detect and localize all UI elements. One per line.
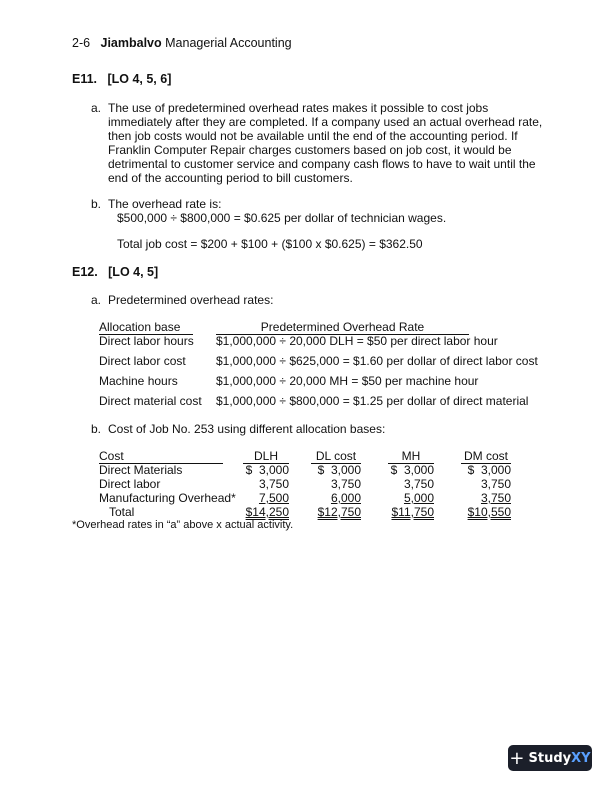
page-header — [72, 36, 292, 50]
cost-cell: $11,750 — [391, 505, 434, 519]
part-marker: a. — [91, 293, 102, 307]
learning-objectives: [LO 4, 5, 6] — [107, 72, 172, 86]
cost-cell: $10,550 — [467, 505, 511, 519]
cost-cell: $12,750 — [317, 505, 361, 519]
page-number: 2-6 — [72, 36, 91, 50]
column-header-mh: MH — [388, 449, 434, 464]
brand-name: Study — [528, 750, 572, 766]
exercise-number: E12. — [72, 265, 98, 279]
rate-row-value: $1,000,000 ÷ $625,000 = $1.60 per dollar of direct labor cost — [216, 354, 538, 368]
learning-objectives: [LO 4, 5] — [108, 265, 159, 279]
part-marker: b. — [91, 197, 102, 211]
column-header-rate: Predetermined Overhead Rate — [216, 320, 469, 335]
cost-cell: $ 3,000 — [390, 463, 434, 477]
cost-cell: 5,000 — [403, 491, 434, 505]
rate-row-base: Machine hours — [99, 374, 178, 388]
exercise-e11-heading — [72, 72, 171, 86]
studyxy-badge[interactable] — [508, 745, 592, 771]
cost-row-label: Direct Materials — [99, 463, 183, 477]
column-header-dlh: DLH — [243, 449, 289, 464]
cost-row-label: Total — [109, 505, 135, 519]
overhead-rate-calc: $500,000 ÷ $800,000 = $0.625 per dollar of technician wages. — [117, 211, 447, 225]
author-name: Jiambalvo — [100, 36, 162, 50]
rate-row-value: $1,000,000 ÷ $800,000 = $1.25 per dollar of direct material — [216, 394, 529, 408]
part-marker: a. — [91, 101, 102, 115]
column-header-cost: Cost — [99, 449, 223, 464]
e12-a-text: Predetermined overhead rates: — [108, 293, 274, 307]
column-header-dm-cost: DM cost — [461, 449, 511, 464]
part-marker: b. — [91, 422, 102, 436]
cost-row-label: Manufacturing Overhead* — [99, 491, 236, 505]
rate-row-base: Direct labor hours — [99, 334, 194, 348]
cost-cell: 3,750 — [258, 477, 289, 491]
book-title: Managerial Accounting — [165, 36, 292, 50]
cost-cell: 3,750 — [403, 477, 434, 491]
rate-row-value: $1,000,000 ÷ 20,000 MH = $50 per machine hour — [216, 374, 479, 388]
plus-icon: + — [509, 747, 525, 769]
cost-cell: 3,750 — [480, 491, 511, 505]
e12-b-text: Cost of Job No. 253 using different allocation bases: — [108, 422, 386, 436]
cost-cell: $ 3,000 — [317, 463, 361, 477]
exercise-e12-heading — [72, 265, 158, 279]
brand-accent: XY — [571, 750, 591, 766]
e11-a-text: The use of predetermined overhead rates makes it possible to cost jobs immediately after they are completed. If a company used an actual overhead rate, then job costs would not be available until the end of the accounting period. If Franklin Computer Repair charges customers based on job cost, it would be detrimental to customer service and company cash flows to have to wait until the end of the accounting period to bill customers. — [108, 101, 543, 185]
cost-row-label: Direct labor — [99, 477, 161, 491]
cost-cell: $ 3,000 — [467, 463, 511, 477]
e11-b-text: The overhead rate is: — [108, 197, 222, 211]
cost-cell: 3,750 — [330, 477, 361, 491]
rate-row-base: Direct labor cost — [99, 354, 186, 368]
cost-cell: $ 3,000 — [245, 463, 289, 477]
footnote: *Overhead rates in “a” above x actual activity. — [72, 519, 294, 531]
rate-row-value: $1,000,000 ÷ 20,000 DLH = $50 per direct labor hour — [216, 334, 498, 348]
cost-cell: 7,500 — [258, 491, 289, 505]
column-header-base: Allocation base — [99, 320, 193, 335]
cost-cell: 3,750 — [480, 477, 511, 491]
column-header-dl-cost: DL cost — [311, 449, 361, 464]
total-job-cost: Total job cost = $200 + $100 + ($100 x $0.625) = $362.50 — [117, 237, 423, 251]
cost-cell: 6,000 — [330, 491, 361, 505]
cost-cell: $14,250 — [245, 505, 289, 519]
exercise-number: E11. — [72, 72, 98, 86]
rate-row-base: Direct material cost — [99, 394, 202, 408]
